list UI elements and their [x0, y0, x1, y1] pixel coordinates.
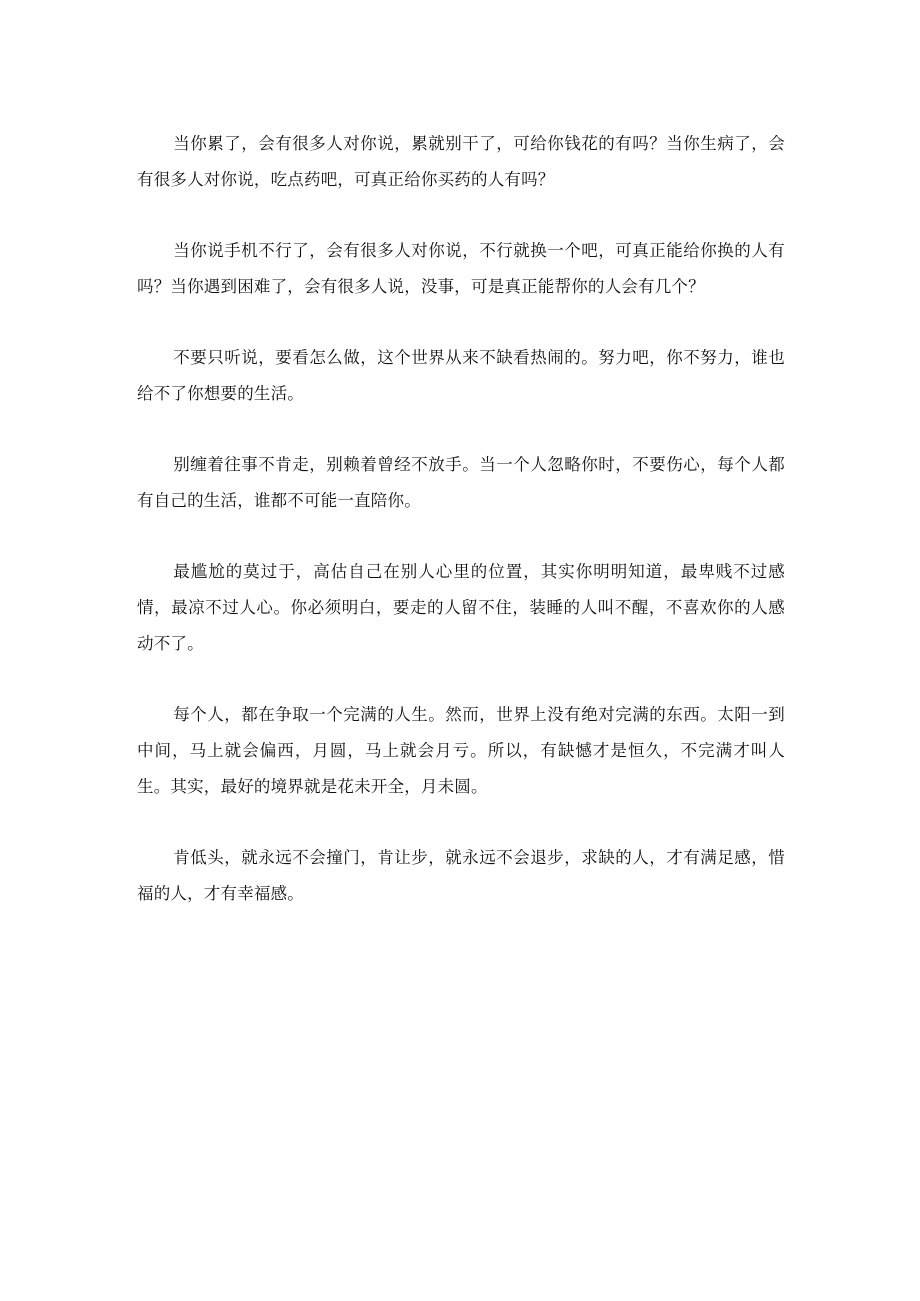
paragraph-4: 别缠着往事不肯走，别赖着曾经不放手。当一个人忽略你时，不要伤心，每个人都有自己的生活，谁都不可能一直陪你。 [137, 455, 785, 510]
paragraph-7: 肯低头，就永远不会撞门，肯让步，就永远不会退步，求缺的人，才有满足感，惜福的人，才有幸福感。 [137, 848, 785, 903]
paragraph-1: 当你累了，会有很多人对你说，累就别干了，可给你钱花的有吗？当你生病了，会有很多人对你说，吃点药吧，可真正给你买药的人有吗？ [137, 134, 785, 189]
paragraph-2: 当你说手机不行了，会有很多人对你说，不行就换一个吧，可真正能给你换的人有吗？当你遇到困难了，会有很多人说，没事，可是真正能帮你的人会有几个？ [137, 241, 785, 296]
paragraph-6: 每个人，都在争取一个完满的人生。然而，世界上没有绝对完满的东西。太阳一到中间，马上就会偏西，月圆，马上就会月亏。所以，有缺憾才是恒久，不完满才叫人生。其实，最好的境界就是花未开全，月未圆。 [137, 705, 785, 796]
document-body [137, 126, 785, 947]
paragraph-5: 最尴尬的莫过于，高估自己在别人心里的位置，其实你明明知道，最卑贱不过感情，最凉不过人心。你必须明白，要走的人留不住，装睡的人叫不醒，不喜欢你的人感动不了。 [137, 562, 785, 653]
paragraph-3: 不要只听说，要看怎么做，这个世界从来不缺看热闹的。努力吧，你不努力，谁也给不了你想要的生活。 [137, 348, 785, 403]
